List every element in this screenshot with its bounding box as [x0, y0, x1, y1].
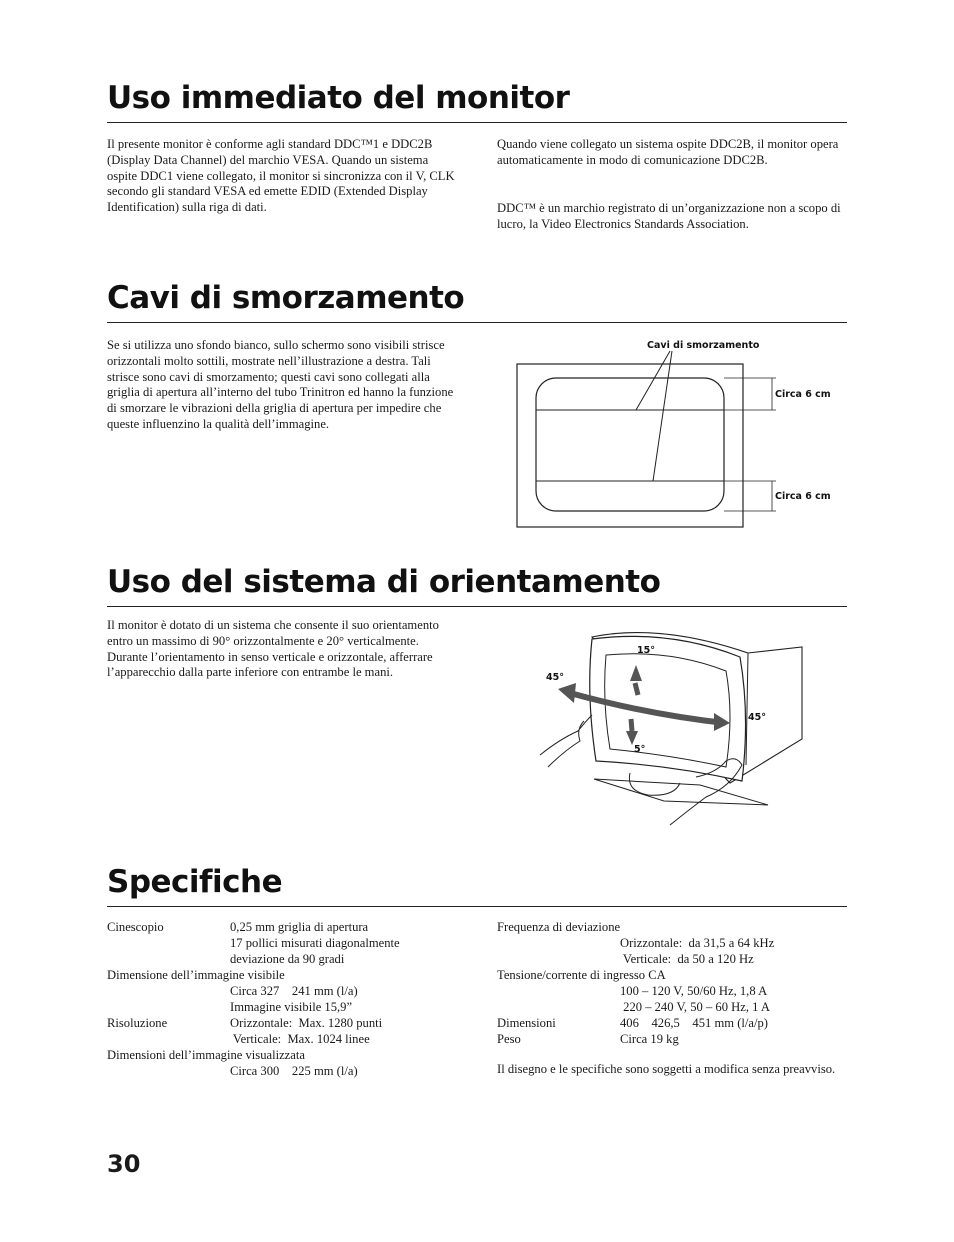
spec-value: Circa 327 241 mm (l/a): [230, 984, 358, 998]
label-cavi-smorzamento: Cavi di smorzamento: [647, 340, 760, 351]
paragraph-ddc-standard: Il presente monitor è conforme agli standard DDC™1 e DDC2B (Display Data Channel) del marchio VESA. Quando un sistema ospite DDC1 viene collegato, il monitor si sincronizza con il V, CLK secondo gli standard VESA ed emette EDID (Extended Display Identification) sulla riga di dati.: [107, 137, 455, 215]
spec-label: Peso: [497, 1032, 521, 1046]
spec-value: deviazione da 90 gradi: [230, 952, 345, 966]
spec-row: [107, 999, 467, 1015]
spec-value: Immagine visibile 15,9”: [230, 1000, 353, 1014]
label-angle-right: 45°: [748, 712, 766, 723]
specs-right-column: [497, 919, 847, 1047]
spec-label: Risoluzione: [107, 1016, 168, 1030]
spec-row: [107, 1015, 467, 1031]
paragraph-orientamento: Il monitor è dotato di un sistema che consente il suo orientamento entro un massimo di 90° orizzontalmente e 20° verticalmente. Durante l’orientamento in senso verticale e orizzontale, afferrare l’apparecchio dalla parte inferiore con entrambe le mani.: [107, 618, 439, 680]
paragraph-ddc-trademark: DDC™ è un marchio registrato di un’organizzazione non a scopo di lucro, la Video Electronics Standards Association.: [497, 201, 841, 231]
tilt-swivel-illustration: [530, 615, 820, 830]
section-divider: [107, 606, 847, 607]
label-circa-upper: Circa 6 cm: [775, 389, 831, 400]
spec-row: [497, 967, 847, 983]
spec-label: Cinescopio: [107, 920, 164, 934]
heading-cavi-smorzamento: Cavi di smorzamento: [107, 280, 465, 316]
paragraph-cavi: Se si utilizza uno sfondo bianco, sullo schermo sono visibili strisce orizzontali molto sottili, mostrate nell’illustrazione a destra. Tali strisce sono cavi di smorzamento; questi cavi sono collegati alla griglia di apertura all’interno del tubo Trinitron ed hanno la funzione di smorzare le vibrazioni della griglia di apertura per impedire che queste influenzino la qualità dell’immagine.: [107, 338, 454, 431]
spec-value: 220 – 240 V, 50 – 60 Hz, 1 A: [620, 1000, 770, 1014]
heading-uso-immediato: Uso immediato del monitor: [107, 80, 570, 116]
spec-value: Orizzontale: Max. 1280 punti: [230, 1016, 383, 1030]
spec-row: [107, 1031, 467, 1047]
spec-row: [497, 1031, 847, 1047]
spec-label: Dimensioni: [497, 1016, 556, 1030]
spec-value: 100 – 120 V, 50/60 Hz, 1,8 A: [620, 984, 768, 998]
spec-row: [107, 919, 467, 935]
spec-value: 406 426,5 451 mm (l/a/p): [620, 1016, 768, 1030]
heading-specifiche: Specifiche: [107, 864, 283, 900]
spec-row: [107, 1047, 467, 1063]
paragraph-specs-note: Il disegno e le specifiche sono soggetti a modifica senza preavviso.: [497, 1062, 836, 1076]
spec-row: [107, 951, 467, 967]
heading-sistema-orientamento: Uso del sistema di orientamento: [107, 564, 661, 600]
spec-label: Frequenza di deviazione: [497, 920, 621, 934]
spec-row: [107, 967, 467, 983]
label-angle-up: 15°: [637, 645, 655, 656]
spec-row: [497, 1015, 847, 1031]
damper-wires-illustration: [510, 335, 850, 535]
spec-value: Verticale: Max. 1024 linee: [230, 1032, 370, 1046]
spec-value: 0,25 mm griglia di apertura: [230, 920, 369, 934]
label-circa-lower: Circa 6 cm: [775, 491, 831, 502]
spec-value: 17 pollici misurati diagonalmente: [230, 936, 400, 950]
specs-left-column: [107, 919, 467, 1079]
spec-value: Orizzontale: da 31,5 a 64 kHz: [620, 936, 775, 950]
page-number: 30: [107, 1150, 141, 1178]
spec-label: Tensione/corrente di ingresso CA: [497, 968, 666, 982]
spec-row: [497, 951, 847, 967]
section-divider: [107, 322, 847, 323]
spec-label: Dimensioni dell’immagine visualizzata: [107, 1048, 305, 1062]
spec-label: Dimensione dell’immagine visibile: [107, 968, 285, 982]
paragraph-ddc2b: Quando viene collegato un sistema ospite DDC2B, il monitor opera automaticamente in modo di comunicazione DDC2B.: [497, 137, 839, 167]
label-angle-left: 45°: [546, 672, 564, 683]
section-divider: [107, 906, 847, 907]
spec-row: [497, 999, 847, 1015]
label-angle-down: 5°: [634, 744, 646, 755]
spec-row: [107, 983, 467, 999]
spec-row: [497, 983, 847, 999]
spec-value: Verticale: da 50 a 120 Hz: [620, 952, 754, 966]
spec-row: [107, 935, 467, 951]
spec-value: Circa 19 kg: [620, 1032, 679, 1046]
spec-row: [107, 1063, 467, 1079]
section-divider: [107, 122, 847, 123]
spec-row: [497, 935, 847, 951]
spec-row: [497, 919, 847, 935]
spec-value: Circa 300 225 mm (l/a): [230, 1064, 358, 1078]
